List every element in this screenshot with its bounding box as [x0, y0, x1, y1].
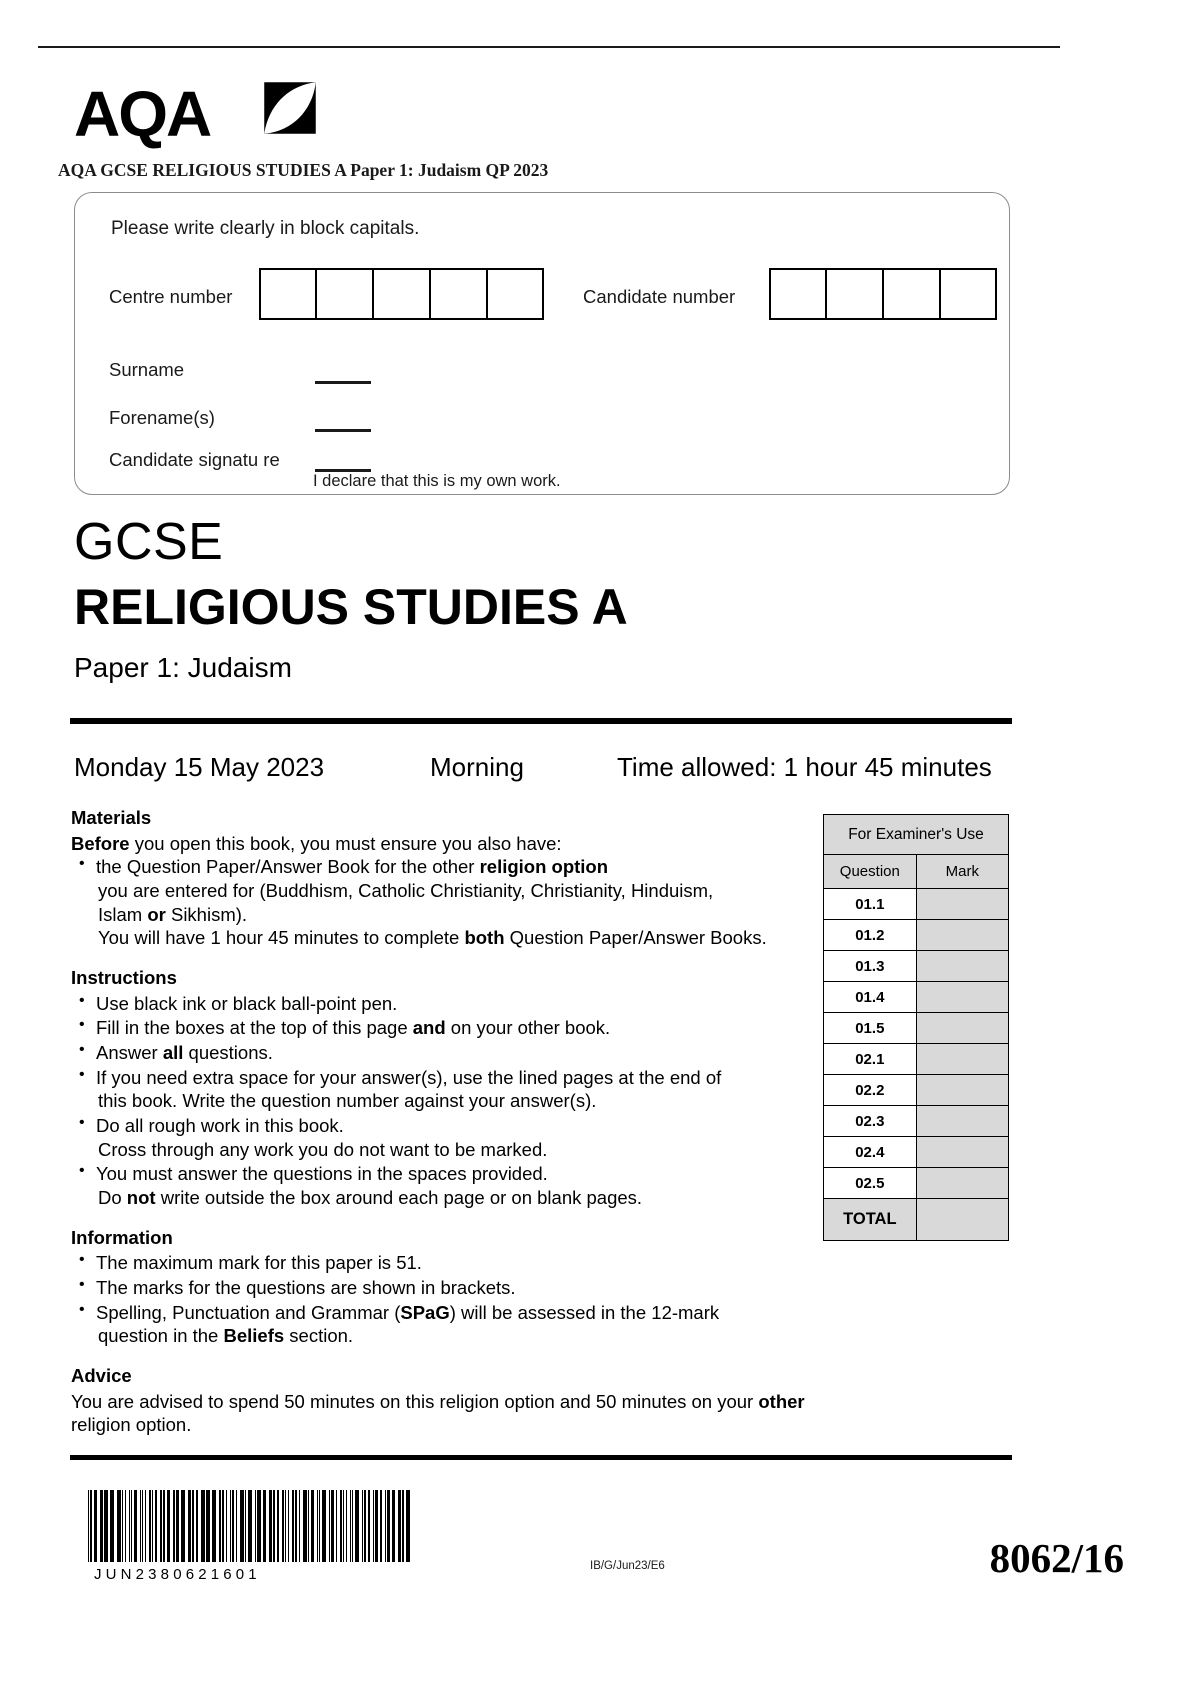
question-number: 02.2 [824, 1075, 917, 1106]
question-number: 01.1 [824, 889, 917, 920]
examiner-table-head [824, 815, 1009, 889]
surname-input-rule[interactable] [315, 381, 371, 384]
candidate-details-box [74, 192, 1010, 495]
candidate-number-cell[interactable] [826, 268, 883, 320]
information-b3-line2-b: section. [284, 1325, 354, 1347]
divider-rule-bottom [70, 1455, 1012, 1460]
table-row [824, 1013, 1009, 1044]
instructions-column [71, 806, 811, 1437]
materials-heading: Materials [71, 807, 152, 828]
document-title: AQA GCSE RELIGIOUS STUDIES A Paper 1: Judaism QP 2023 [58, 160, 549, 180]
information-bullet-3 [71, 1301, 811, 1348]
information-b3-bold-beliefs: Beliefs [223, 1325, 285, 1347]
materials-b1-line4 [96, 926, 811, 950]
aqa-logo-text: AQA [74, 78, 211, 150]
instructions-b4-line1: If you need extra space for your answer(s), use the lined pages at the end of [96, 1066, 722, 1088]
question-number: 02.1 [824, 1044, 917, 1075]
examiner-table-header-row [824, 855, 1009, 889]
instructions-bullet-4 [71, 1066, 811, 1113]
centre-number-input[interactable] [259, 268, 544, 320]
information-heading: Information [71, 1226, 173, 1248]
table-row [824, 951, 1009, 982]
surname-label: Surname [109, 359, 185, 380]
materials-intro-bold: Before [71, 832, 130, 854]
centre-number-cell[interactable] [373, 268, 430, 320]
block-capitals-instruction: Please write clearly in block capitals. [111, 218, 420, 239]
question-number: 01.2 [824, 920, 917, 951]
question-number: 02.5 [824, 1168, 917, 1199]
instructions-bullet-5 [71, 1114, 811, 1161]
mark-entry-cell[interactable] [916, 951, 1008, 982]
table-row [824, 1106, 1009, 1137]
information-b3-a: Spelling, Punctuation and Grammar ( [96, 1301, 401, 1323]
barcode-digits: J U N 2 3 8 0 6 2 1 6 0 1 [94, 1566, 257, 1583]
instructions-b4-line2: this book. Write the question number against your answer(s). [98, 1090, 597, 1112]
ib-code: IB/G/Jun23/E6 [590, 1560, 665, 1572]
exam-info-row [74, 752, 1014, 792]
materials-bullets [71, 855, 811, 950]
aqa-logo [74, 78, 324, 150]
examiner-use-caption: For Examiner's Use [824, 815, 1009, 855]
advice-text-bold: other [758, 1390, 805, 1412]
table-row [824, 889, 1009, 920]
instructions-b6-line2-bold: not [126, 1187, 156, 1209]
materials-intro-rest: you open this book, you must ensure you also have: [129, 832, 562, 854]
advice-heading: Advice [71, 1365, 132, 1387]
instructions-b3-b: questions. [183, 1042, 273, 1064]
materials-intro [71, 832, 811, 856]
qualification-title: GCSE [74, 513, 224, 571]
forename-input-rule[interactable] [315, 429, 371, 432]
centre-number-cell[interactable] [487, 268, 544, 320]
information-b3-line2-a: question in the [98, 1325, 224, 1347]
advice-text [71, 1390, 811, 1437]
question-number: 01.3 [824, 951, 917, 982]
question-number: 02.4 [824, 1137, 917, 1168]
candidate-number-input[interactable] [769, 268, 997, 320]
mark-entry-cell[interactable] [916, 1168, 1008, 1199]
total-mark-cell[interactable] [916, 1199, 1008, 1241]
instructions-b6-line2-b: write outside the box around each page or on blank pages. [155, 1187, 643, 1209]
advice-text-b: religion option. [71, 1414, 192, 1436]
declaration-text: I declare that this is my own work. [313, 472, 561, 490]
candidate-number-label: Candidate number [583, 286, 736, 307]
instructions-b2-b: on your other book. [445, 1017, 611, 1039]
instructions-b5-line1: Do all rough work in this book. [96, 1115, 344, 1137]
exam-time-allowed: Time allowed: 1 hour 45 minutes [617, 752, 992, 782]
materials-b1-line3 [96, 903, 811, 927]
information-bullet-2: • The marks for the questions are shown in brackets. [71, 1276, 811, 1300]
materials-b1-line4-b: Question Paper/Answer Books. [504, 927, 767, 949]
table-row [824, 920, 1009, 951]
instructions-b6-line1: You must answer the questions in the spaces provided. [96, 1163, 548, 1185]
subject-title: RELIGIOUS STUDIES A [74, 579, 628, 635]
aqa-leaf-logo-icon [262, 80, 318, 136]
table-row [824, 1044, 1009, 1075]
candidate-number-cell[interactable] [940, 268, 997, 320]
question-number: 01.4 [824, 982, 917, 1013]
examiner-table-body [824, 889, 1009, 1241]
centre-number-label: Centre number [109, 286, 233, 307]
paper-title: Paper 1: Judaism [74, 652, 292, 683]
question-number: 01.5 [824, 1013, 917, 1044]
information-b3-b: ) will be assessed in the 12-mark [449, 1301, 720, 1323]
instructions-b6-line2 [96, 1186, 811, 1210]
column-header-mark: Mark [916, 855, 1008, 889]
instructions-bullet-2 [71, 1016, 811, 1040]
materials-b1-line3-b: Sikhism). [165, 903, 248, 925]
instructions-bullet-6 [71, 1162, 811, 1209]
candidate-number-cell[interactable] [769, 268, 826, 320]
instructions-b5-line2: Cross through any work you do not want to be marked. [98, 1138, 548, 1160]
barcode-icon [88, 1490, 473, 1562]
materials-b1-line3-bold: or [147, 903, 166, 925]
forename-label: Forename(s) [109, 407, 215, 428]
materials-b1-line2: you are entered for (Buddhism, Catholic Christianity, Christianity, Hinduism, [98, 880, 714, 902]
exam-date: Monday 15 May 2023 [74, 752, 325, 782]
materials-b1-line4-a: You will have 1 hour 45 minutes to complete [98, 927, 465, 949]
top-rule [38, 46, 1060, 48]
exam-session: Morning [430, 752, 524, 782]
advice-text-a: You are advised to spend 50 minutes on this religion option and 50 minutes on your [71, 1390, 759, 1412]
information-bullets [71, 1251, 811, 1348]
examiner-use-table [823, 814, 1009, 1241]
instructions-bullets [71, 992, 811, 1210]
mark-entry-cell[interactable] [916, 982, 1008, 1013]
mark-entry-cell[interactable] [916, 920, 1008, 951]
instructions-b2-bold: and [412, 1017, 446, 1039]
mark-entry-cell[interactable] [916, 1137, 1008, 1168]
information-bullet-1: • The maximum mark for this paper is 51. [71, 1251, 811, 1275]
centre-number-cell[interactable] [259, 268, 316, 320]
centre-number-cell[interactable] [430, 268, 487, 320]
instructions-b6-line2-a: Do [98, 1187, 127, 1209]
column-header-question: Question [824, 855, 917, 889]
materials-b1-line3-a: Islam [98, 903, 148, 925]
instructions-b2-a: Fill in the boxes at the top of this page [96, 1017, 413, 1039]
question-number: 02.3 [824, 1106, 917, 1137]
instructions-b3-a: Answer [96, 1042, 163, 1064]
mark-entry-cell[interactable] [916, 1013, 1008, 1044]
table-row [824, 982, 1009, 1013]
centre-number-cell[interactable] [316, 268, 373, 320]
table-row [824, 1075, 1009, 1106]
divider-rule-middle [70, 718, 1012, 724]
examiner-table-caption-row [824, 815, 1009, 855]
table-row [824, 1137, 1009, 1168]
instructions-heading: Instructions [71, 967, 177, 989]
total-label: TOTAL [824, 1199, 917, 1241]
information-b3-bold-spag: SPaG [400, 1301, 450, 1323]
candidate-number-cell[interactable] [883, 268, 940, 320]
materials-b1-line4-bold: both [464, 927, 505, 949]
materials-b1-bold: religion option [479, 856, 609, 878]
paper-code: 8062/16 [989, 1535, 1124, 1581]
instructions-bullet-3 [71, 1041, 811, 1065]
candidate-signature-label: Candidate signatu re [109, 449, 280, 470]
instructions-bullet-1: • Use black ink or black ball-point pen. [71, 992, 811, 1016]
mark-entry-cell[interactable] [916, 1075, 1008, 1106]
information-b3-line2 [96, 1324, 811, 1348]
materials-b1-a: the Question Paper/Answer Book for the other [96, 856, 480, 878]
table-row-total [824, 1199, 1009, 1241]
mark-entry-cell[interactable] [916, 889, 1008, 920]
materials-bullet-1 [71, 855, 811, 950]
table-row [824, 1168, 1009, 1199]
mark-entry-cell[interactable] [916, 1106, 1008, 1137]
instructions-b3-bold: all [162, 1042, 184, 1064]
mark-entry-cell[interactable] [916, 1044, 1008, 1075]
